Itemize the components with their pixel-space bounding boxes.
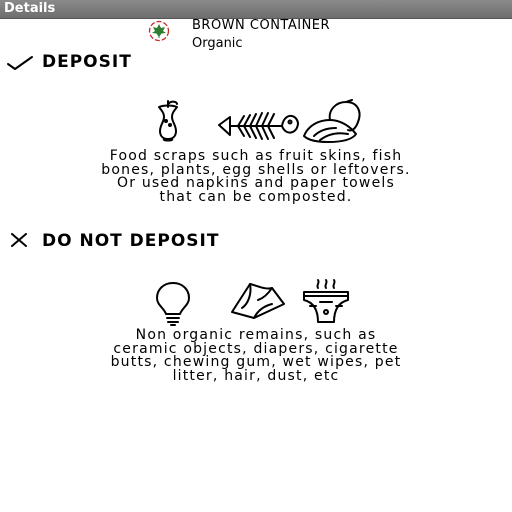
- deposit-description-line: that can be composted.: [159, 188, 353, 205]
- deposit-description: [40, 150, 472, 204]
- apple-core-icon: [150, 99, 186, 143]
- diaper-icon: [300, 278, 352, 324]
- do-not-deposit-description: [40, 329, 472, 383]
- wet-wipe-icon: [228, 280, 286, 320]
- container-title: BROWN CONTAINER: [192, 18, 331, 33]
- do-not-deposit-description-line: Non organic remains, such as: [135, 327, 377, 343]
- fish-bone-icon: [216, 103, 300, 143]
- banana-peel-icon: [300, 98, 366, 144]
- container-type: Organic: [192, 36, 243, 51]
- light-bulb-icon: [154, 280, 192, 326]
- deposit-description-line: Or used napkins and paper towels: [117, 175, 395, 191]
- deposit-heading: DEPOSIT: [42, 52, 132, 72]
- do-not-deposit-description-line: litter, hair, dust, etc: [172, 367, 340, 384]
- x-icon: [10, 233, 28, 247]
- deposit-description-line: bones, plants, egg shells or leftovers.: [101, 161, 411, 178]
- do-not-deposit-description-line: butts, chewing gum, wet wipes, pet: [110, 354, 402, 370]
- do-not-deposit-description-line: ceramic objects, diapers, cigarette: [113, 340, 399, 357]
- window-title: Details: [4, 1, 56, 16]
- deposit-description-line: Food scraps such as fruit skins, fish: [109, 148, 403, 164]
- do-not-deposit-heading: DO NOT DEPOSIT: [42, 231, 220, 251]
- recycle-leaf-icon: [148, 20, 170, 42]
- check-icon: [6, 55, 34, 71]
- window-titlebar: [0, 0, 512, 19]
